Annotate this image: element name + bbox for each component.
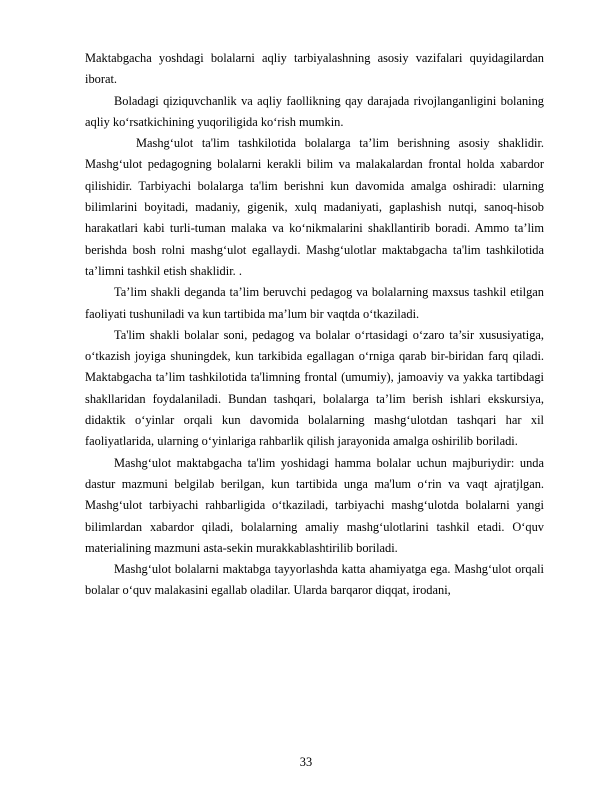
paragraph-form-differences: Ta'lim shakli bolalar soni, pedagog va bolalar o‘rtasidagi o‘zaro ta’sir xususiyatiga, o‘tkazish joyiga shuningdek, kun tarkibida egallagan o‘rniga qarab bir-biridan farq qiladi. Maktabgacha ta’lim tashkilotida ta'limning frontal (umumiy), jamoaviy va yakka tartibdagi shakllaridan foydalaniladi. Bundan tashqari, bolalarga ta’lim berish ishlari ekskursiya, didaktik o‘yinlar orqali kun davomida bolalarning mashg‘ulotdan tashqari har xil faoliyatlarida, ularning o‘yinlariga rahbarlik qilish jarayonida amalga oshirilib boriladi. [85,327,544,449]
paragraph-curiosity: Boladagi qiziquvchanlik va aqliy faollikning qay darajada rivojlanganligini bolaning aqliy ko‘rsatkichining yuqoriligida ko‘rish mumkin. [85,93,544,129]
paragraph-intro: Maktabgacha yoshdagi bolalarni aqliy tarbiyalashning asosiy vazifalari quyidagilardan iborat. [85,51,544,87]
page-number: 33 [299,755,313,769]
paragraph-lesson-form: Mashg‘ulot ta'lim tashkilotida bolalarga ta’lim berishning asosiy shaklidir. Mashg‘ulot pedagogning bolalarni kerakli bilim va malakalardan frontal holda xabardor qilishidir. Tarbiyachi bolalarga ta'lim berishni kun davomida amalga oshiradi: ularning bilimlarini boyitadi, madaniy, gigenik, xulq madaniyati, gaplashish nutqi, sanoq-hisob harakatlari kabi turli-tuman malaka va ko‘nikmalarini shakllantirib boradi. Ammo ta’lim berishda bosh rolni mashg‘ulot egallaydi. Mashg‘ulotlar maktabgacha ta'lim tashkilotida ta’limni tashkil etish shaklidir. . [85,136,544,278]
document-page [85,48,544,602]
paragraph-mandatory-lesson: Mashg‘ulot maktabgacha ta'lim yoshidagi hamma bolalar uchun majburiydir: unda dastur mazmuni belgilab berilgan, kun tartibida unga ma'lum o‘rin va vaqt ajratjlgan. Mashg‘ulot tarbiyachi rahbarligida o‘tkaziladi, tarbiyachi mashg‘ulotda bolalarni yangi bilimlardan xabardor qiladi, bolalarning amaliy mashg‘ulotlarini tashkil etadi. O‘quv materialining mazmuni asta-sekin murakkablashtirilib boriladi. [85,455,544,555]
paragraph-school-preparation: Mashg‘ulot bolalarni maktabga tayyorlashda katta ahamiyatga ega. Mashg‘ulot orqali bolalar o‘quv malakasini egallab oladilar. Ularda barqaror diqqat, irodani, [85,562,544,598]
paragraph-teaching-form: Ta’lim shakli deganda ta’lim beruvchi pedagog va bolalarning maxsus tashkil etilgan faoliyati tushuniladi va kun tartibida ma’lum bir vaqtda o‘tkaziladi. [85,285,544,321]
